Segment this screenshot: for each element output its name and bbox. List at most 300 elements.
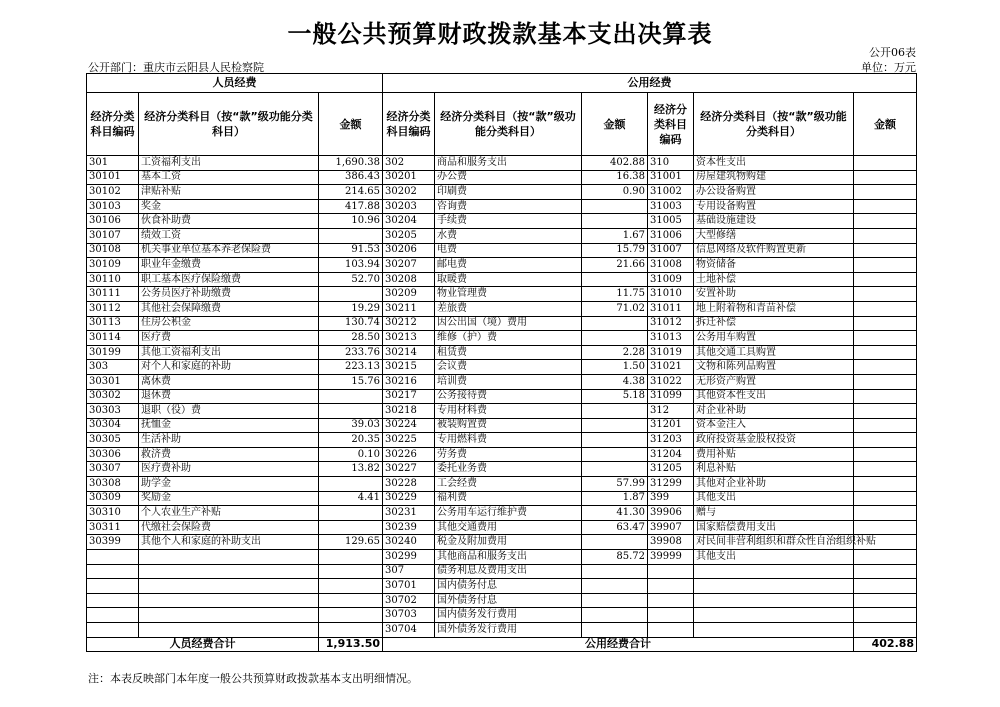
code-cell: 31021 xyxy=(648,360,694,375)
amount-cell xyxy=(582,404,648,419)
code-cell: 31006 xyxy=(648,228,694,243)
subject-cell: 国内债务发行费用 xyxy=(435,608,582,623)
subject-cell: 救济费 xyxy=(139,447,319,462)
amount-cell xyxy=(854,301,917,316)
footnote: 注：本表反映部门本年度一般公共预算财政拨款基本支出明细情况。 xyxy=(88,672,418,685)
subject-cell: 国内债务付息 xyxy=(435,579,582,594)
subject-cell: 其他支出 xyxy=(694,491,854,506)
subject-cell: 维修（护）费 xyxy=(435,331,582,346)
code-cell: 30114 xyxy=(87,331,139,346)
code-cell: 30228 xyxy=(383,477,435,492)
code-cell: 30107 xyxy=(87,228,139,243)
amount-cell xyxy=(854,579,917,594)
amount-cell xyxy=(854,477,917,492)
amount-cell xyxy=(582,272,648,287)
amount-cell: 20.35 xyxy=(319,433,383,448)
table-row xyxy=(87,258,917,273)
code-cell: 30112 xyxy=(87,301,139,316)
amount-cell xyxy=(319,228,383,243)
code-cell: 30106 xyxy=(87,214,139,229)
amount-cell: 1.67 xyxy=(582,228,648,243)
amount-cell xyxy=(854,316,917,331)
amount-cell xyxy=(854,374,917,389)
amount-cell xyxy=(854,156,917,171)
code-cell: 30702 xyxy=(383,593,435,608)
amount-cell xyxy=(582,608,648,623)
subject-cell xyxy=(694,564,854,579)
table-row xyxy=(87,389,917,404)
amount-cell xyxy=(854,506,917,521)
subject-cell: 工会经费 xyxy=(435,477,582,492)
code-cell: 39907 xyxy=(648,520,694,535)
subject-cell xyxy=(694,608,854,623)
code-cell: 30102 xyxy=(87,185,139,200)
expenditure-table xyxy=(86,73,917,652)
amount-cell xyxy=(854,389,917,404)
subject-cell: 物资储备 xyxy=(694,258,854,273)
code-cell: 30215 xyxy=(383,360,435,375)
amount-cell: 52.70 xyxy=(319,272,383,287)
personnel-total-value: 1,913.50 xyxy=(319,637,383,652)
public-total-label: 公用经费合计 xyxy=(383,637,854,652)
code-cell: 30113 xyxy=(87,316,139,331)
subject-cell xyxy=(139,593,319,608)
code-cell: 31099 xyxy=(648,389,694,404)
table-row xyxy=(87,535,917,550)
table-row xyxy=(87,550,917,565)
amount-cell xyxy=(854,258,917,273)
amount-cell xyxy=(854,564,917,579)
code-cell: 30227 xyxy=(383,462,435,477)
subject-cell: 房屋建筑物购建 xyxy=(694,170,854,185)
subject-cell: 其他对企业补助 xyxy=(694,477,854,492)
subject-cell: 个人农业生产补贴 xyxy=(139,506,319,521)
subject-cell: 其他社会保障缴费 xyxy=(139,301,319,316)
amount-cell: 223.13 xyxy=(319,360,383,375)
code-cell: 30108 xyxy=(87,243,139,258)
amount-header: 金额 xyxy=(582,93,648,156)
subject-cell: 文物和陈列品购置 xyxy=(694,360,854,375)
subject-cell: 对企业补助 xyxy=(694,404,854,419)
code-cell xyxy=(87,579,139,594)
amount-cell xyxy=(854,185,917,200)
amount-cell: 130.74 xyxy=(319,316,383,331)
code-cell: 312 xyxy=(648,404,694,419)
amount-cell xyxy=(854,418,917,433)
subject-cell: 退职（役）费 xyxy=(139,404,319,419)
code-cell: 30704 xyxy=(383,623,435,638)
amount-cell: 39.03 xyxy=(319,418,383,433)
code-cell: 31012 xyxy=(648,316,694,331)
amount-cell: 4.41 xyxy=(319,491,383,506)
subject-cell: 其他交通费用 xyxy=(435,520,582,535)
table-row xyxy=(87,506,917,521)
amount-header: 金额 xyxy=(854,93,917,156)
amount-cell: 63.47 xyxy=(582,520,648,535)
code-cell: 31205 xyxy=(648,462,694,477)
amount-cell xyxy=(854,243,917,258)
subject-cell: 商品和服务支出 xyxy=(435,156,582,171)
amount-cell xyxy=(854,345,917,360)
subject-cell: 生活补助 xyxy=(139,433,319,448)
code-cell xyxy=(648,593,694,608)
code-cell: 31007 xyxy=(648,243,694,258)
amount-cell: 1.87 xyxy=(582,491,648,506)
subject-cell: 对民间非营利组织和群众性自治组织补贴 xyxy=(694,535,854,550)
code-cell: 31009 xyxy=(648,272,694,287)
subject-cell xyxy=(139,564,319,579)
code-cell: 31299 xyxy=(648,477,694,492)
code-cell: 30240 xyxy=(383,535,435,550)
code-cell: 30208 xyxy=(383,272,435,287)
code-cell: 30199 xyxy=(87,345,139,360)
subject-cell: 其他资本性支出 xyxy=(694,389,854,404)
code-cell: 30299 xyxy=(383,550,435,565)
subject-cell: 国外债务发行费用 xyxy=(435,623,582,638)
subject-cell: 水费 xyxy=(435,228,582,243)
amount-cell xyxy=(854,199,917,214)
code-cell xyxy=(648,623,694,638)
amount-cell: 21.66 xyxy=(582,258,648,273)
subject-cell: 公务用车运行维护费 xyxy=(435,506,582,521)
subject-cell: 债务利息及费用支出 xyxy=(435,564,582,579)
amount-cell: 11.75 xyxy=(582,287,648,302)
table-row xyxy=(87,272,917,287)
code-cell: 30305 xyxy=(87,433,139,448)
code-cell: 307 xyxy=(383,564,435,579)
subject-cell xyxy=(139,579,319,594)
code-cell: 31010 xyxy=(648,287,694,302)
subject-cell: 基础设施建设 xyxy=(694,214,854,229)
table-row xyxy=(87,228,917,243)
subject-cell: 奖金 xyxy=(139,199,319,214)
subject-cell xyxy=(139,550,319,565)
subject-cell: 对个人和家庭的补助 xyxy=(139,360,319,375)
code-cell: 30311 xyxy=(87,520,139,535)
amount-cell: 85.72 xyxy=(582,550,648,565)
subject-cell: 邮电费 xyxy=(435,258,582,273)
subject-cell: 退休费 xyxy=(139,389,319,404)
code-cell xyxy=(87,593,139,608)
table-row xyxy=(87,623,917,638)
subject-cell: 其他商品和服务支出 xyxy=(435,550,582,565)
personnel-total-label: 人员经费合计 xyxy=(87,637,319,652)
amount-cell xyxy=(319,564,383,579)
subject-cell: 办公费 xyxy=(435,170,582,185)
amount-cell xyxy=(582,564,648,579)
amount-cell xyxy=(854,550,917,565)
code-header: 经济分类科目编码 xyxy=(87,93,139,156)
code-cell: 30701 xyxy=(383,579,435,594)
amount-cell xyxy=(582,535,648,550)
subject-cell: 取暖费 xyxy=(435,272,582,287)
code-cell: 30304 xyxy=(87,418,139,433)
amount-cell xyxy=(582,316,648,331)
amount-cell xyxy=(582,214,648,229)
subject-cell: 公务员医疗补助缴费 xyxy=(139,287,319,302)
amount-cell xyxy=(319,550,383,565)
table-row xyxy=(87,579,917,594)
amount-cell xyxy=(319,506,383,521)
subject-cell: 医疗费补助 xyxy=(139,462,319,477)
subject-cell: 绩效工资 xyxy=(139,228,319,243)
code-cell: 39908 xyxy=(648,535,694,550)
code-cell: 31013 xyxy=(648,331,694,346)
subject-cell: 电费 xyxy=(435,243,582,258)
subject-cell xyxy=(694,623,854,638)
amount-cell: 16.38 xyxy=(582,170,648,185)
code-cell: 30225 xyxy=(383,433,435,448)
code-cell: 31001 xyxy=(648,170,694,185)
subject-cell: 利息补贴 xyxy=(694,462,854,477)
amount-cell xyxy=(319,623,383,638)
amount-cell xyxy=(854,214,917,229)
amount-cell xyxy=(854,228,917,243)
code-cell: 30218 xyxy=(383,404,435,419)
amount-header: 金额 xyxy=(319,93,383,156)
table-row xyxy=(87,374,917,389)
subject-cell: 津贴补贴 xyxy=(139,185,319,200)
subject-cell: 其他支出 xyxy=(694,550,854,565)
subject-cell: 专用燃料费 xyxy=(435,433,582,448)
public-header: 公用经费 xyxy=(383,74,917,93)
subject-header: 经济分类科目（按“款”级功能分类科目） xyxy=(435,93,582,156)
amount-cell: 0.10 xyxy=(319,447,383,462)
amount-cell xyxy=(319,520,383,535)
column-header-row xyxy=(87,93,917,156)
code-cell: 30224 xyxy=(383,418,435,433)
code-cell: 31201 xyxy=(648,418,694,433)
amount-cell: 2.28 xyxy=(582,345,648,360)
table-row xyxy=(87,593,917,608)
table-row xyxy=(87,462,917,477)
code-cell: 301 xyxy=(87,156,139,171)
subject-cell: 委托业务费 xyxy=(435,462,582,477)
amount-cell: 10.96 xyxy=(319,214,383,229)
subject-cell xyxy=(139,623,319,638)
amount-cell: 13.82 xyxy=(319,462,383,477)
amount-cell: 0.90 xyxy=(582,185,648,200)
subject-cell: 物业管理费 xyxy=(435,287,582,302)
code-cell: 30212 xyxy=(383,316,435,331)
amount-cell xyxy=(854,623,917,638)
subject-cell xyxy=(694,593,854,608)
table-row xyxy=(87,345,917,360)
amount-cell: 71.02 xyxy=(582,301,648,316)
subject-cell: 其他交通工具购置 xyxy=(694,345,854,360)
amount-cell: 91.53 xyxy=(319,243,383,258)
subject-cell: 咨询费 xyxy=(435,199,582,214)
amount-cell xyxy=(319,608,383,623)
amount-cell: 19.29 xyxy=(319,301,383,316)
subject-cell: 其他工资福利支出 xyxy=(139,345,319,360)
code-cell: 399 xyxy=(648,491,694,506)
code-cell: 30204 xyxy=(383,214,435,229)
amount-cell xyxy=(854,520,917,535)
subject-cell: 信息网络及软件购置更新 xyxy=(694,243,854,258)
code-cell: 30307 xyxy=(87,462,139,477)
table-row xyxy=(87,360,917,375)
code-cell: 31022 xyxy=(648,374,694,389)
subject-cell: 税金及附加费用 xyxy=(435,535,582,550)
amount-cell xyxy=(582,199,648,214)
code-header: 经济分类科目编码 xyxy=(383,93,435,156)
code-cell xyxy=(648,564,694,579)
amount-cell xyxy=(319,389,383,404)
code-cell: 31011 xyxy=(648,301,694,316)
subject-cell: 公务接待费 xyxy=(435,389,582,404)
form-number: 公开06表 xyxy=(869,46,916,59)
table-row xyxy=(87,156,917,171)
subject-cell: 赠与 xyxy=(694,506,854,521)
subject-cell: 被装购置费 xyxy=(435,418,582,433)
code-cell: 31002 xyxy=(648,185,694,200)
amount-cell: 41.30 xyxy=(582,506,648,521)
code-cell: 31005 xyxy=(648,214,694,229)
subject-cell: 助学金 xyxy=(139,477,319,492)
code-cell: 39906 xyxy=(648,506,694,521)
amount-cell xyxy=(854,491,917,506)
code-cell: 30211 xyxy=(383,301,435,316)
amount-cell xyxy=(854,608,917,623)
amount-cell: 129.65 xyxy=(319,535,383,550)
subject-cell: 差旅费 xyxy=(435,301,582,316)
table-row xyxy=(87,170,917,185)
code-cell: 310 xyxy=(648,156,694,171)
public-total-value: 402.88 xyxy=(854,637,917,652)
amount-cell: 57.99 xyxy=(582,477,648,492)
amount-cell xyxy=(582,593,648,608)
table-row xyxy=(87,301,917,316)
amount-cell xyxy=(854,462,917,477)
unit-label: 单位：万元 xyxy=(861,61,916,74)
code-cell xyxy=(87,608,139,623)
subject-cell: 专用设备购置 xyxy=(694,199,854,214)
subject-header: 经济分类科目（按“款”级功能分类科目） xyxy=(139,93,319,156)
code-cell: 30110 xyxy=(87,272,139,287)
amount-cell: 402.88 xyxy=(582,156,648,171)
amount-cell xyxy=(854,360,917,375)
table-row xyxy=(87,243,917,258)
table-row xyxy=(87,491,917,506)
table-row xyxy=(87,316,917,331)
amount-cell: 28.50 xyxy=(319,331,383,346)
amount-cell xyxy=(582,433,648,448)
section-header-row xyxy=(87,74,917,93)
code-cell: 39999 xyxy=(648,550,694,565)
code-cell: 30301 xyxy=(87,374,139,389)
table-row xyxy=(87,185,917,200)
amount-cell xyxy=(319,579,383,594)
code-cell: 302 xyxy=(383,156,435,171)
code-cell xyxy=(87,623,139,638)
code-cell: 31019 xyxy=(648,345,694,360)
code-cell: 30101 xyxy=(87,170,139,185)
code-cell xyxy=(87,564,139,579)
subject-cell: 租赁费 xyxy=(435,345,582,360)
code-cell: 30214 xyxy=(383,345,435,360)
amount-cell: 4.38 xyxy=(582,374,648,389)
subject-cell: 奖励金 xyxy=(139,491,319,506)
subject-cell: 无形资产购置 xyxy=(694,374,854,389)
subject-cell: 代缴社会保险费 xyxy=(139,520,319,535)
amount-cell: 15.76 xyxy=(319,374,383,389)
personnel-header: 人员经费 xyxy=(87,74,383,93)
subject-cell: 培训费 xyxy=(435,374,582,389)
code-header: 经济分类科目编码 xyxy=(648,93,694,156)
code-cell: 30303 xyxy=(87,404,139,419)
amount-cell xyxy=(582,623,648,638)
amount-cell xyxy=(319,404,383,419)
subject-cell: 专用材料费 xyxy=(435,404,582,419)
subject-cell: 因公出国（境）费用 xyxy=(435,316,582,331)
amount-cell xyxy=(854,433,917,448)
code-cell: 30703 xyxy=(383,608,435,623)
table-row xyxy=(87,214,917,229)
subject-cell: 工资福利支出 xyxy=(139,156,319,171)
amount-cell xyxy=(854,287,917,302)
subject-cell: 会议费 xyxy=(435,360,582,375)
subject-cell: 政府投资基金股权投资 xyxy=(694,433,854,448)
code-cell: 30229 xyxy=(383,491,435,506)
table-row xyxy=(87,418,917,433)
amount-cell: 214.65 xyxy=(319,185,383,200)
subject-cell: 抚恤金 xyxy=(139,418,319,433)
amount-cell xyxy=(582,447,648,462)
subject-cell: 国家赔偿费用支出 xyxy=(694,520,854,535)
subject-cell: 公务用车购置 xyxy=(694,331,854,346)
code-cell: 30308 xyxy=(87,477,139,492)
department-label: 公开部门：重庆市云阳县人民检察院 xyxy=(88,61,264,74)
code-cell: 30202 xyxy=(383,185,435,200)
code-cell: 31204 xyxy=(648,447,694,462)
subject-cell: 费用补贴 xyxy=(694,447,854,462)
code-cell: 30309 xyxy=(87,491,139,506)
amount-cell xyxy=(582,331,648,346)
amount-cell xyxy=(854,593,917,608)
subject-cell: 离休费 xyxy=(139,374,319,389)
subject-header: 经济分类科目（按“款”级功能分类科目） xyxy=(694,93,854,156)
subject-cell: 医疗费 xyxy=(139,331,319,346)
code-cell: 30207 xyxy=(383,258,435,273)
subject-cell: 福利费 xyxy=(435,491,582,506)
table-row xyxy=(87,447,917,462)
subject-cell: 职工基本医疗保险缴费 xyxy=(139,272,319,287)
amount-cell: 5.18 xyxy=(582,389,648,404)
code-cell: 30111 xyxy=(87,287,139,302)
table-row xyxy=(87,433,917,448)
code-cell xyxy=(648,579,694,594)
table-row xyxy=(87,404,917,419)
subject-cell: 劳务费 xyxy=(435,447,582,462)
subject-cell: 机关事业单位基本养老保险费 xyxy=(139,243,319,258)
amount-cell xyxy=(319,593,383,608)
code-cell: 30231 xyxy=(383,506,435,521)
subject-cell: 基本工资 xyxy=(139,170,319,185)
code-cell: 30239 xyxy=(383,520,435,535)
table-row xyxy=(87,287,917,302)
amount-cell: 417.88 xyxy=(319,199,383,214)
amount-cell xyxy=(319,477,383,492)
table-row xyxy=(87,608,917,623)
table-row xyxy=(87,199,917,214)
code-cell: 30216 xyxy=(383,374,435,389)
amount-cell: 103.94 xyxy=(319,258,383,273)
code-cell: 303 xyxy=(87,360,139,375)
amount-cell: 15.79 xyxy=(582,243,648,258)
table-row xyxy=(87,564,917,579)
subject-cell: 手续费 xyxy=(435,214,582,229)
